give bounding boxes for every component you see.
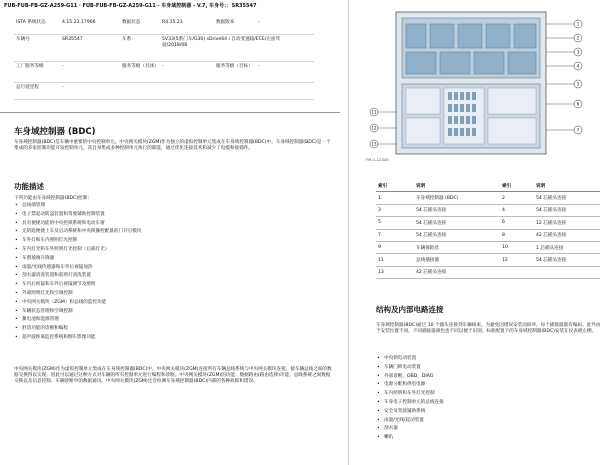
function-subtitle: 下列功能由车身域控制器(BDC)控制： xyxy=(14,196,92,201)
list-item: • 雨量/光线传感器和车外后视镜加热 xyxy=(14,264,334,273)
info-value: R4.15.23 xyxy=(162,20,183,25)
info-key: 数据状态 xyxy=(122,20,141,25)
table-header: 索引 xyxy=(376,180,414,192)
table-row: 1 车身域控制器 (BDC) 2 54 芯插头连接 xyxy=(376,192,600,204)
table-header-row xyxy=(376,180,600,192)
column-divider xyxy=(348,0,349,465)
list-item: • 超声波距离监控系统和倒车影像功能 xyxy=(14,334,334,343)
section-title-bdc: 车身域控制器 (BDC) xyxy=(14,127,96,137)
list-item: • 蓄电池和能源管理 xyxy=(14,316,334,325)
table-header: 索引 xyxy=(500,180,534,192)
info-value: - xyxy=(62,85,64,90)
section-separator xyxy=(0,112,340,113)
table-row: 3 54 芯插头连接 4 54 芯插头连接 xyxy=(376,204,600,216)
info-value: - xyxy=(62,64,64,69)
info-key: 服务等级（目标） xyxy=(216,64,253,69)
info-row xyxy=(14,62,314,83)
svg-text:3: 3 xyxy=(576,49,580,55)
info-value: SR35547 xyxy=(62,37,83,42)
info-key: 车辆号 xyxy=(16,37,30,42)
info-key: 数据版本 xyxy=(216,20,235,25)
table-row: 7 54 芯插头连接 8 42 芯插头连接 xyxy=(376,229,600,241)
list-item: • 中央锁电动装置 xyxy=(376,355,601,364)
list-item: • 车辆门锁电动装置 xyxy=(376,364,601,373)
list-item: • 车内灯光和车外照明灯光控制（后部灯光） xyxy=(14,246,334,255)
info-key: ISTA 系统状态 xyxy=(16,20,46,25)
list-item: • 雨量/光线/起动装置 xyxy=(376,417,601,426)
table-row: 9 车辆保险丝 10 1 芯插头连接 xyxy=(376,241,600,253)
svg-text:13: 13 xyxy=(371,141,377,147)
svg-text:5: 5 xyxy=(576,81,580,87)
svg-text:7: 7 xyxy=(576,127,580,133)
diagram-caption: FM-1-12345 xyxy=(366,157,389,162)
list-item: • 车内后视镜和车外后视镜调节及照明 xyxy=(14,281,334,290)
svg-text:2: 2 xyxy=(576,35,580,41)
info-value: 4.15.23.17966 xyxy=(62,20,96,25)
list-item: • 电子禁起动防盗装置和驾驶辅助控制装置 xyxy=(14,211,334,220)
zgm-description: 中央网关模块(ZGM)作为虚拟控制单元集成在车身域控制器(BDC)中。中央网关模块(ZGM)连接所有车辆总线系统与中央网关模块连接。使车辆总线之间的数据交换得以实现。因此可以通过这种方式对车辆的所有控制单元进行编程和诊断。中央网关模块(ZGM)的功能：数据路由(路由选择)功能、总线系统之间数据交换以及信息控制、车辆诊断中的数据通讯。中央网关模块(ZGM)还会检测车身域控制器(BDC)内部的各种故障和错误。 xyxy=(14,367,332,385)
list-item: • 外部诊断，OBD，DIAG xyxy=(376,373,601,382)
table-row: 11 总线插接器 12 54 芯插头连接 xyxy=(376,254,600,266)
list-item: • 车窗玻璃升降器 xyxy=(14,255,334,264)
info-value: - xyxy=(258,64,260,69)
function-list xyxy=(14,202,334,343)
svg-text:1: 1 xyxy=(576,21,580,27)
structure-intro-text: 车身域控制器(BDC)通过 10 个插头连接到车辆线束。为避免因错误安装而损坏，每个插接器都有编码。此外由于安装位置不同，不同插接器颜色也不同以便于识别。标准配置下的车身域控制器(BDC)安装在仪表板左侧。 xyxy=(376,323,601,335)
table-row: 13 42 芯插头连接 xyxy=(376,266,600,278)
info-key: 车系： xyxy=(122,37,136,42)
info-row xyxy=(14,18,314,35)
component-table xyxy=(376,180,600,279)
bdc-intro-text: 车身域控制器(BDC)是车辆中重要的中央控制单元。中央网关模块(ZGM)作为独立的虚拟控制单元集成在车身域控制器(BDC)中。车身域控制器(BDC)是一个集成的多家控制功能开发控制单元，其自身集成多种控制单元执行的职能，通过优化连接技术和减少了电缆和接插件。 xyxy=(14,140,331,152)
list-item: • 刮水器 xyxy=(376,425,601,434)
list-item: • 车内照明和车外灯光控制 xyxy=(376,390,601,399)
svg-text:4: 4 xyxy=(576,63,580,69)
document-header: FUB-FUB-FB-GZ-A259-G11 · FUB-FUB-FB-GZ-A259-G11 - 车身域控制器 - V.7, 车身号：：SR35547 xyxy=(4,3,257,9)
svg-text:6: 6 xyxy=(576,101,580,107)
info-key: 工厂服务等级 xyxy=(16,64,44,69)
list-item: • 喇叭 xyxy=(376,434,601,443)
list-item: • 外部照明灯光和空调控制 xyxy=(14,290,334,299)
list-item: • 车外灯和车内照明灯光控制 xyxy=(14,237,334,246)
section-title-function: 功能描述 xyxy=(14,182,44,191)
list-item: • 车辆状态管理和空调控制 xyxy=(14,308,334,317)
info-key: 总行驶里程 xyxy=(16,85,39,90)
table-header: 说明 xyxy=(414,180,500,192)
list-item: • 安全及驾驶辅助系统 xyxy=(376,408,601,417)
info-value: - xyxy=(162,64,164,69)
svg-text:11: 11 xyxy=(371,109,377,115)
list-item: • 中央网关模块（ZGM）和总线的监控功能 xyxy=(14,299,334,308)
table-row: 5 54 芯插头连接 6 12 芯插头连接 xyxy=(376,217,600,229)
list-item: • 车身电子控制单元的总线连接 xyxy=(376,399,601,408)
vehicle-info-table xyxy=(14,18,314,100)
info-row xyxy=(14,83,314,100)
table-header: 说明 xyxy=(534,180,600,192)
list-item: • 电源分配和供电电源 xyxy=(376,381,601,390)
info-row xyxy=(14,35,314,62)
svg-text:12: 12 xyxy=(371,125,377,131)
info-value: - xyxy=(258,20,260,25)
connection-list xyxy=(376,355,601,443)
info-key: 服务等级（具体） xyxy=(122,64,159,69)
bdc-diagram xyxy=(366,4,598,164)
list-item: • 刮水器清洗装置和前照灯清洗装置 xyxy=(14,272,334,281)
list-item: • 舒适功能的诊断和编程 xyxy=(14,325,334,334)
section-title-structure: 结构及内部电路连接 xyxy=(376,305,444,314)
info-value: 5V33(5系门车/G30) sDrive64 i 自动变速箱/ECE/左座驾驶/2018/08 xyxy=(162,37,281,48)
list-item: • 无钥匙便捷上车及启动系统和中央锁操控配备的门开启模块 xyxy=(14,228,334,237)
list-item: • 具有便捷功能的中央控锁系统和电动车窗 xyxy=(14,220,334,229)
list-item: • 总线端管理 xyxy=(14,202,334,211)
